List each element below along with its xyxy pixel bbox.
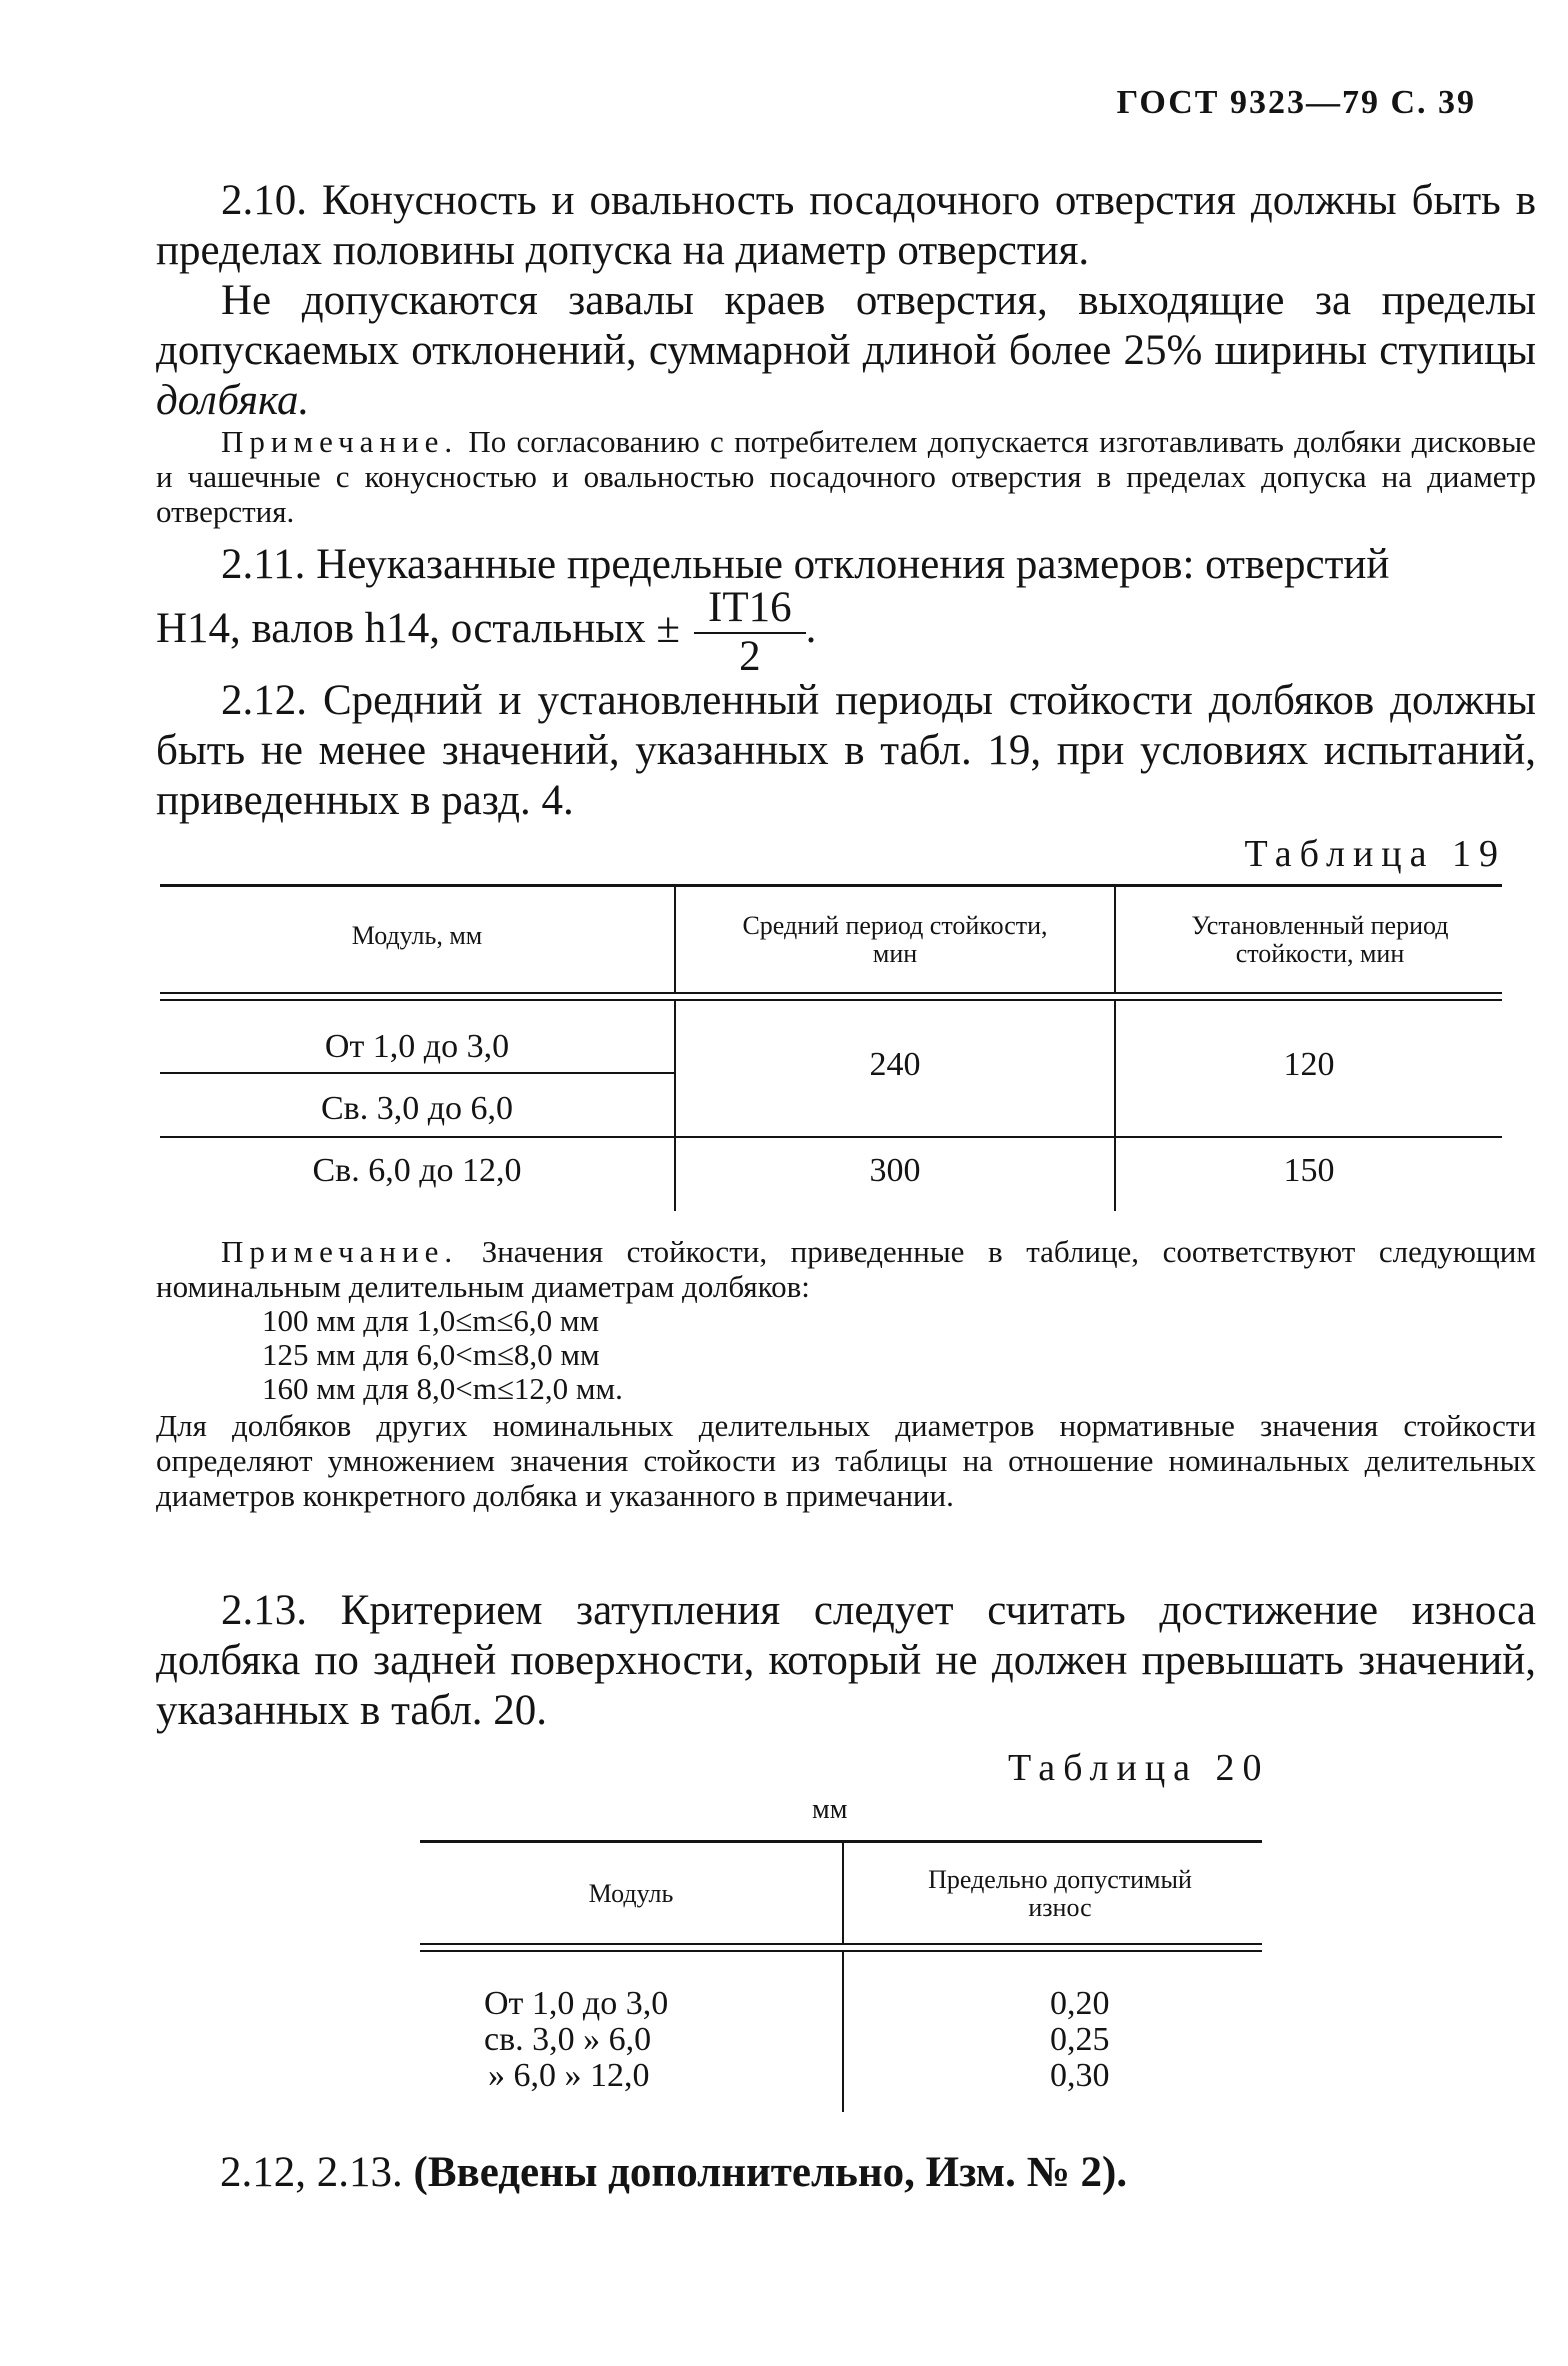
paragraph-2-13: 2.13. Критерием затупления следует считать достижение износа долбяка по задней поверхности, который не должен превышать значений, указанных в табл. 20. xyxy=(156,1587,1536,1734)
note-label: Примечание. xyxy=(221,424,459,459)
table-header-rule xyxy=(160,999,1502,1001)
table-cell-wear: 0,25 xyxy=(1050,2021,1110,2058)
table-header-avg: Средний период стойкости, мин xyxy=(742,911,1048,968)
table-cell-module: » 6,0 » 12,0 xyxy=(488,2057,650,2094)
fraction-numerator: IT16 xyxy=(694,584,806,634)
table-20-caption: Таблица 20 xyxy=(1008,1747,1270,1789)
amendment-text: (Введены дополнительно, Изм. № 2). xyxy=(413,2149,1128,2196)
table-header-module: Модуль, мм xyxy=(351,921,483,950)
table-cell-module: св. 3,0 » 6,0 xyxy=(484,2021,652,2058)
table-row-module: От 1,0 до 3,0 xyxy=(324,1028,510,1065)
table-header-set: Установленный период стойкости, мин xyxy=(1191,911,1449,968)
list-item: 100 мм для 1,0≤m≤6,0 мм xyxy=(262,1303,600,1338)
table-divider xyxy=(674,887,676,992)
table-header-rule xyxy=(420,1943,1262,1945)
table-row-rule xyxy=(160,1136,1502,1138)
table-header-rule xyxy=(420,1950,1262,1952)
page-header: ГОСТ 9323—79 С. 39 xyxy=(1116,84,1476,121)
fraction-denominator: 2 xyxy=(739,633,761,680)
paragraph-text: Не допускаются завалы краев отверстия, выходящие за пределы допускаемых отклонений, суммарной длиной более 25% ширины ступицы xyxy=(156,277,1536,374)
note-text: Значения стойкости, приведенные в таблице, соответствуют следующим номинальным делительным диаметрам долбяков: xyxy=(156,1234,1536,1304)
note-2 xyxy=(156,1234,1536,1304)
table-wear-list xyxy=(1050,1986,1110,2094)
table-top-rule xyxy=(420,1840,1262,1843)
paragraph-2-11-line1: 2.11. Неуказанные предельные отклонения размеров: отверстий xyxy=(221,541,1390,588)
table-cell-module: От 1,0 до 3,0 xyxy=(484,1985,669,2022)
period: . xyxy=(805,604,817,652)
paragraph-2-10: 2.10. Конусность и овальность посадочного отверстия должны быть в пределах половины допуска на диаметр отверстия. xyxy=(156,177,1536,274)
table-row-module: Св. 3,0 до 6,0 xyxy=(320,1090,514,1127)
table-19-caption: Таблица 19 xyxy=(1244,833,1506,875)
list-item: 160 мм для 8,0<m≤12,0 мм. xyxy=(262,1371,623,1406)
note-2-tail: Для долбяков других номинальных делительных диаметров нормативные значения стойкости определяют умножением значения стойкости из таблицы на отношение номинальных делительных диаметров конкретного долбяка и указанного в примечании. xyxy=(156,1408,1536,1513)
table-cell-wear: 0,20 xyxy=(1050,1985,1110,2022)
table-row-rule xyxy=(160,1072,674,1074)
table-cell-set: 150 xyxy=(1283,1152,1335,1189)
fraction xyxy=(694,584,806,680)
table-header-module: Модуль xyxy=(588,1879,674,1908)
note-label: Примечание. xyxy=(221,1234,459,1269)
amendment-prefix: 2.12, 2.13. xyxy=(220,2149,414,2196)
amendment-note xyxy=(220,2148,1127,2198)
table-header-rule xyxy=(160,992,1502,994)
table-cell-avg: 300 xyxy=(869,1152,921,1189)
paragraph-text: H14, валов h14, остальных ± xyxy=(156,604,681,652)
table-module-list xyxy=(484,1986,668,2094)
paragraph-2-12: 2.12. Средний и установленный периоды стойкости долбяков должны быть не менее значений, указанных в табл. 19, при условиях испытаний, приведенных в разд. 4. xyxy=(156,677,1536,824)
note-text: По согласованию с потребителем допускается изготавливать долбяки дисковые и чашечные с конусностью и овальностью посадочного отверстия в пределах допуска на диаметр отверстия. xyxy=(156,424,1536,529)
italic-word: долбяка. xyxy=(156,377,310,424)
table-top-rule xyxy=(160,884,1502,887)
table-20-unit: мм xyxy=(812,1794,848,1825)
table-row-module: Св. 6,0 до 12,0 xyxy=(312,1152,522,1189)
table-header-wear: Предельно допустимый износ xyxy=(928,1865,1192,1922)
paragraph-2-10-continued xyxy=(156,276,1536,426)
table-cell-avg: 240 xyxy=(869,1046,921,1083)
note-2-list xyxy=(262,1304,623,1406)
table-cell-set: 120 xyxy=(1283,1046,1335,1083)
list-item: 125 мм для 6,0<m≤8,0 мм xyxy=(262,1337,600,1372)
table-divider xyxy=(1114,887,1116,992)
paragraph-2-11-line2 xyxy=(156,584,816,680)
note-1 xyxy=(156,424,1536,529)
table-divider xyxy=(842,1843,844,1943)
table-cell-wear: 0,30 xyxy=(1050,2057,1110,2094)
table-divider xyxy=(842,1952,844,2112)
